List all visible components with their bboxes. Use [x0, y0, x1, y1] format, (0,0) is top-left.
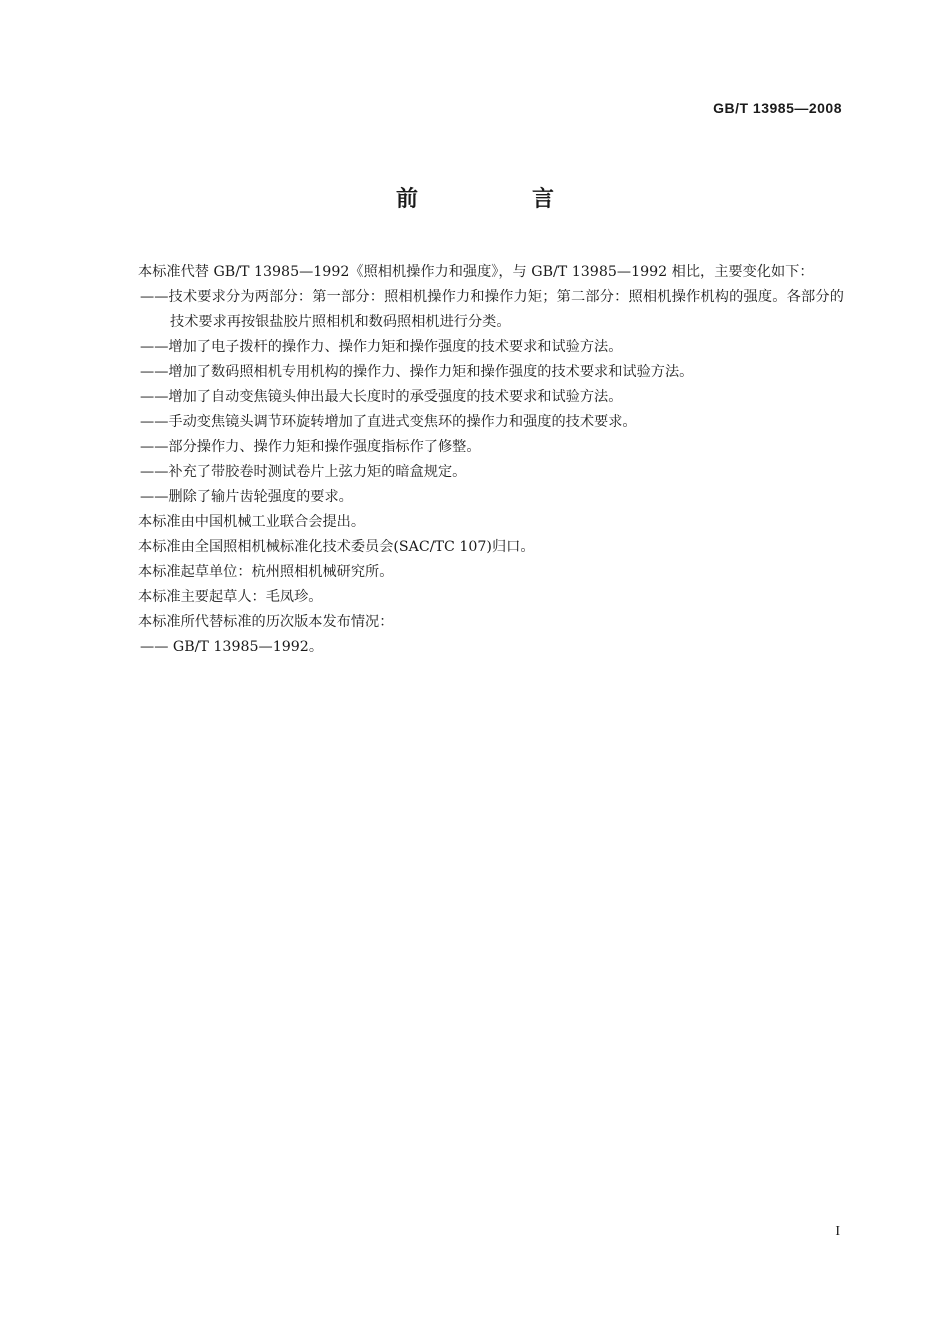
change-item: ——部分操作力、操作力矩和操作强度指标作了修整。	[140, 439, 481, 455]
change-item: ——增加了电子拨杆的操作力、操作力矩和操作强度的技术要求和试验方法。	[140, 339, 623, 355]
change-item: ——手动变焦镜头调节环旋转增加了直进式变焦环的操作力和强度的技术要求。	[140, 414, 637, 430]
statement-committee: 本标准由全国照相机械标准化技术委员会(SAC/TC 107)归口。	[138, 539, 535, 555]
change-item: ——技术要求分为两部分：第一部分：照相机操作力和操作力矩；第二部分：照相机操作机构的强度。各部分的技术要求再按银盐胶片照相机和数码照相机进行分类。	[140, 289, 844, 330]
previous-version-item: —— GB/T 13985—1992。	[140, 639, 324, 655]
standard-code: GB/T 13985—2008	[713, 100, 842, 116]
statement-previous-versions: 本标准所代替标准的历次版本发布情况：	[138, 614, 394, 630]
document-body	[108, 260, 844, 660]
change-item: ——增加了数码照相机专用机构的操作力、操作力矩和操作强度的技术要求和试验方法。	[140, 364, 694, 380]
statement-drafting-unit: 本标准起草单位：杭州照相机械研究所。	[138, 564, 394, 580]
statement-drafters: 本标准主要起草人：毛凤珍。	[138, 589, 323, 605]
change-item: ——补充了带胶卷时测试卷片上弦力矩的暗盒规定。	[140, 464, 467, 480]
change-item: ——删除了输片齿轮强度的要求。	[140, 489, 353, 505]
page-title: 前 言	[395, 187, 600, 212]
intro-paragraph: 本标准代替 GB/T 13985—1992《照相机操作力和强度》，与 GB/T 13985—1992 相比，主要变化如下：	[138, 264, 814, 280]
statement-proposer: 本标准由中国机械工业联合会提出。	[138, 514, 366, 530]
page-number: I	[835, 1224, 840, 1239]
change-item: ——增加了自动变焦镜头伸出最大长度时的承受强度的技术要求和试验方法。	[140, 389, 623, 405]
